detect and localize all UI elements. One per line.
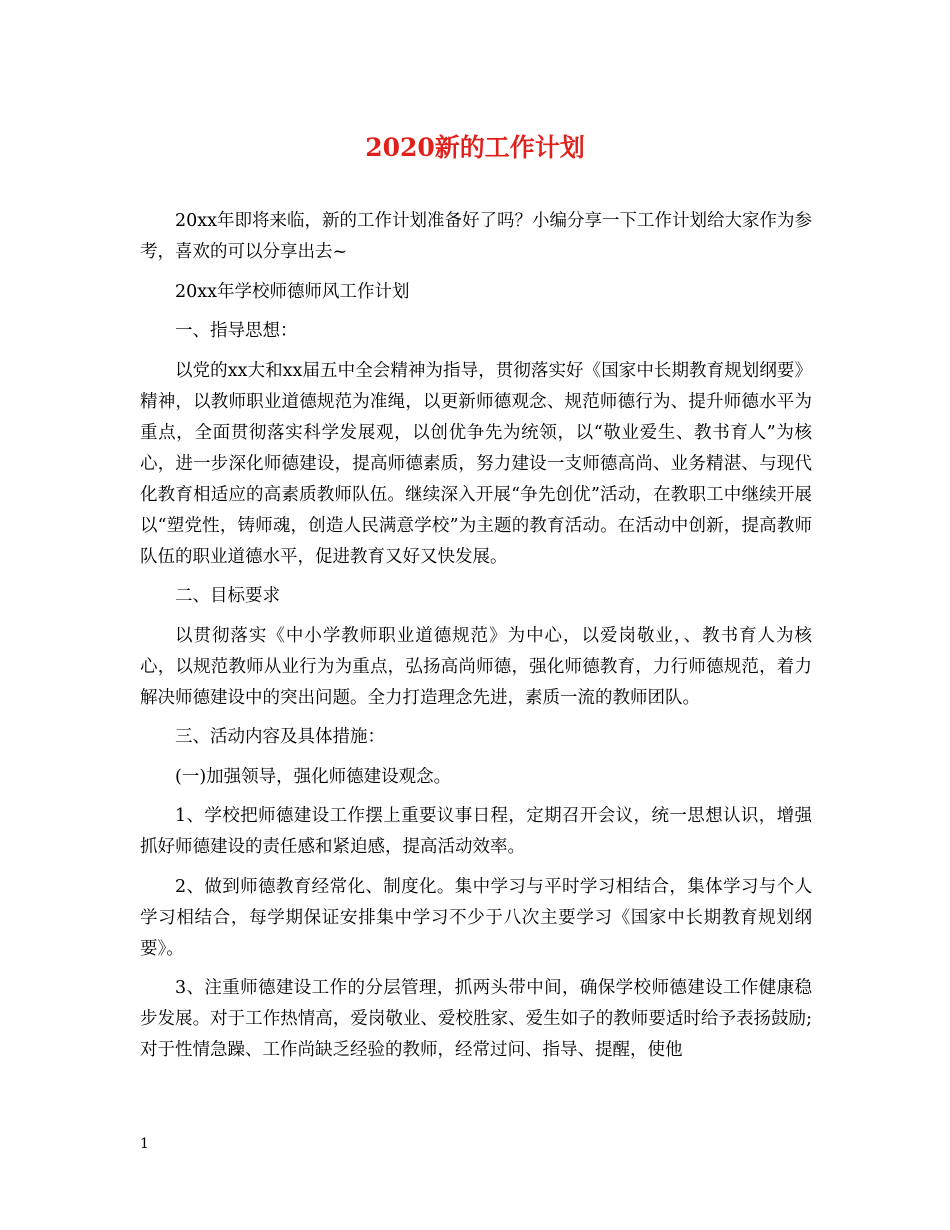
document-title: 2020新的工作计划 <box>365 133 585 162</box>
guiding-thought-paragraph: 以党的xx大和xx届五中全会精神为指导，贯彻落实好《国家中长期教育规划纲要》精神，以教师职业道德规范为准绳，以更新师德观念、规范师德行为、提升师德水平为重点，全面贯彻落实科学发展观，以创优争先为统领，以“敬业爱生、教书育人”为核心，进一步深化师德建设，提高师德素质，努力建设一支师德高尚、业务精湛、与现代化教育相适应的高素质教师队伍。继续深入开展“争先创优”活动，在教职工中继续开展以“塑党性，铸师魂，创造人民满意学校”为主题的教育活动。在活动中创新，提高教师队伍的职业道德水平，促进教育又好又快发展。 <box>140 360 812 567</box>
document-body <box>140 206 812 1075</box>
page-number: 1 <box>140 1136 149 1152</box>
subsection-heading-leadership: (一)加强领导，强化师德建设观念。 <box>175 766 452 787</box>
section-heading-guiding-thought: 一、指导思想： <box>175 321 298 341</box>
measure-item-2: 2、做到师德教育经常化、制度化。集中学习与平时学习相结合，集体学习与个人学习相结合，每学期保证安排集中学习不少于八次主要学习《国家中长期教育规划纲要》。 <box>140 876 812 959</box>
section-heading-activities: 三、活动内容及具体措施： <box>175 727 385 747</box>
intro-paragraph: 20xx年即将来临，新的工作计划准备好了吗？小编分享一下工作计划给大家作为参考，喜欢的可以分享出去~ <box>140 211 813 262</box>
measure-item-3: 3、注重师德建设工作的分层管理，抓两头带中间，确保学校师德建设工作健康稳步发展。对于工作热情高，爱岗敬业、爱校胜家、爱生如子的教师要适时给予表扬鼓励;对于性情急躁、工作尚缺乏经验的教师，经常过问、指导、提醒，使他 <box>140 978 812 1060</box>
measure-item-1: 1、学校把师德建设工作摆上重要议事日程，定期召开会议，统一思想认识，增强抓好师德建设的责任感和紧迫感，提高活动效率。 <box>140 806 812 857</box>
plan-subtitle: 20xx年学校师德师风工作计划 <box>175 281 410 302</box>
section-heading-goals: 二、目标要求 <box>175 586 280 606</box>
goals-paragraph: 以贯彻落实《中小学教师职业道德规范》为中心，以爱岗敬业，、教书育人为核心，以规范教师从业行为为重点，弘扬高尚师德，强化师德教育，力行师德规范，着力解决师德建设中的突出问题。全力打造理念先进，素质一流的教师团队。 <box>140 625 812 708</box>
